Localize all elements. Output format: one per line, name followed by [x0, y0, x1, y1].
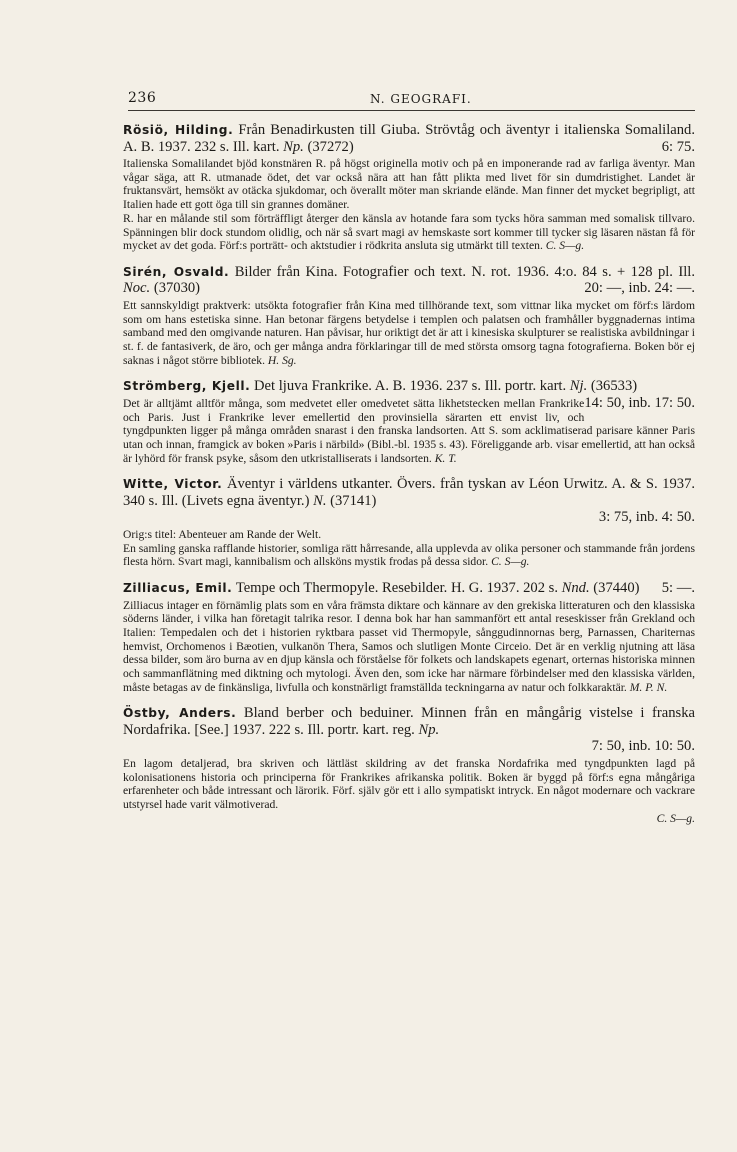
entry-title: Från Benadirkusten till Giuba. Strövtåg och äventyr i italienska Somaliland. [238, 122, 695, 138]
entry-author: Witte, Victor. [123, 477, 223, 492]
entry-number: (36533) [590, 378, 638, 395]
review-paragraph: En samling ganska rafflande historier, somliga rätt hårresande, alla upplevda av olika personer och stammande från jordens flesta hörn. Svart magi, kannibalism och allsköns mystik frodas på dessa sidor. [123, 541, 695, 569]
review-paragraph: Ett sannskyldigt praktverk: utsökta fotografier från Kina med tillhörande text, som vittnar lika mycket om förf:s lärdom som om hans estetiska sinne. Han betonar färgens betydelse i templen och palatsen och framhåller byggnadernas intima samband med den omgivande naturen. Han påvisar, hur oriktigt det är att i kinesiska skulpturer se realistiska avbildningar i st. f. de fantasiverk, de äro, och ger många andra förklaringar till de med största omsorg tagna fotografierna. Boken bör ej saknas i något större bibliotek. [123, 298, 695, 367]
entry-heading [123, 705, 695, 738]
entry-review [123, 528, 695, 569]
entry-number: (37030) [153, 280, 201, 297]
page-header [128, 90, 695, 111]
review-entry [123, 580, 695, 694]
entry-number: (37272) [307, 138, 354, 155]
entry-class-code: Np. [418, 721, 440, 738]
entry-price: 20: —, inb. 24: —. [584, 280, 695, 297]
entry-price: 5: —. [661, 580, 695, 597]
entry-title: Det ljuva Frankrike. [254, 378, 372, 395]
entry-publication: A. & S. 1937. 340 s. Ill. (Livets egna äventyr.) [123, 476, 696, 509]
entry-publication: N. rot. 1936. 4:o. 84 s. + 128 pl. Ill. [471, 263, 695, 280]
entry-title: Bland berber och beduiner. Minnen från en mångårig vistelse i franska Nordafrika. [See.] [123, 705, 695, 738]
review-list [123, 122, 695, 837]
review-paragraph: Zilliacus intager en förnämlig plats som en våra främsta diktare och kännare av den grekiska litteraturen och den klassiska söderns länder, i vilka han företagit talrika resor. I denna bok har han sammanfört ett antal reseskisser från Grekland och Italien: Tempedalen och det i historien ryktbara passet vid Thermopyle, sånggudinnornas berg, Parnassen, Chariternas hemvist, Orchomenos i Bæotien, vulkanön Thera, Samos och slutligen Monte Circeio. Det är en verklig njutning att läsa dessa bilder, som äro burna av en djup känsla och förståelse för folkets och landskapets egenart, orternas historiska minnen och sammanflätning med diktning och mytologi. Även den, som icke har närmare förbindelser med den klassiska världen, måste betagas av de finkänsliga, livfulla och konstnärligt framställda teckningarna av natur och folkkaraktär. [123, 598, 695, 694]
entry-heading [123, 122, 695, 155]
review-paragraph: Italienska Somalilandet bjöd konstnären R. på högst originella motiv och på en imponerande rad av farliga äventyr. Man vågar säga, att R. utmanade ödet, det var också nära att han fått plikta med livet för sin dumdristighet. Landet är fruktansvärt, hemsökt av otäcka sjukdomar, och överallt möter man skriande elände. Man finner det mycket begripligt, att Italien hade ett gott öga till sin grannes domäner. [123, 157, 695, 212]
entry-class-code: Nj. [569, 378, 588, 395]
entry-heading [123, 580, 695, 597]
entry-review [123, 157, 695, 253]
reviewer-signature: C. S—g. [656, 811, 695, 825]
entry-author: Sirén, Osvald. [123, 264, 230, 279]
entry-publication: A. B. 1936. 237 s. Ill. portr. kart. [374, 378, 567, 395]
review-entry [123, 476, 695, 569]
reviewer-signature: C. S—g. [545, 239, 585, 253]
entry-publication: H. G. 1937. 202 s. [450, 580, 558, 597]
review-paragraph: Orig:s titel: Abenteuer am Rande der Welt. [123, 527, 322, 541]
reviewer-signature: K. T. [434, 451, 457, 465]
entry-publication: A. B. 1937. 232 s. Ill. kart. [123, 138, 280, 155]
reviewer-signature: M. P. N. [629, 680, 668, 694]
entry-price: 6: 75. [661, 138, 695, 155]
entry-class-code: Np. [283, 138, 304, 155]
review-paragraph: Det är alltjämt alltför många, som medvetet eller omedvetet sätta likhetstecken mellan Frankrike och Paris. Just i Frankrike lever emellertid den provinsiella särarten ett envist liv, och tyngdpunkten ligger på många områden snarast i den franska landsorten. Att S. som acklimatiserad parisare känner Paris utan och innan, framgick av boken »Paris i närbild» (Bibl.-bl. 1935 s. 43). Föreliggande arb. visar emellertid, att han också är lyhörd för fransk psyke, såsom den utkristalliserats i landsorten. [123, 396, 695, 465]
entry-number: (37440) [593, 580, 640, 597]
entry-review [123, 599, 695, 695]
reviewer-signature: C. S—g. [491, 555, 530, 569]
review-entry [123, 378, 695, 465]
entry-class-code: Noc. [123, 280, 151, 297]
entry-class-code: N. [313, 492, 327, 509]
entry-number: (37141) [330, 492, 377, 509]
entry-class-code: Nnd. [561, 580, 590, 597]
entry-review [123, 757, 695, 826]
section-title: N. GEOGRAFI. [370, 92, 472, 106]
entry-author: Zilliacus, Emil. [123, 581, 233, 596]
page-number: 236 [128, 90, 157, 106]
entry-price: 7: 50, inb. 10: 50. [591, 738, 695, 755]
entry-heading [123, 378, 695, 411]
entry-title: Äventyr i världens utkanter. Övers. från tyskan av Léon Urwitz. [226, 476, 608, 493]
review-entry [123, 264, 695, 368]
entry-author: Östby, Anders. [123, 706, 237, 721]
entry-title: Tempe och Thermopyle. Resebilder. [235, 580, 448, 597]
entry-author: Rösiö, Hilding. [123, 123, 234, 137]
review-entry [123, 122, 695, 253]
entry-price: 3: 75, inb. 4: 50. [598, 509, 695, 526]
entry-price: 14: 50, inb. 17: 50. [584, 394, 695, 411]
entry-review [123, 299, 695, 368]
review-paragraph: En lagom detaljerad, bra skriven och lättläst skildring av det franska Nordafrika med tyngdpunkten lagd på kolonisationens historia och principerna för Frankrikes afrikanska politik. Boken är byggd på förf:s egna mångåriga erfarenheter och både intressant och lärorik. Förf. själv gör ett i allo sympatiskt intryck. En något modernare och vackrare utstyrsel hade varit välmotiverad. [123, 756, 695, 812]
entry-heading [123, 476, 695, 509]
entry-author: Strömberg, Kjell. [123, 379, 251, 394]
entry-publication: 1937. 222 s. Ill. portr. kart. reg. [232, 721, 415, 738]
entry-heading [123, 264, 695, 297]
entry-title: Bilder från Kina. Fotografier och text. [234, 263, 466, 280]
reviewer-signature: H. Sg. [267, 353, 297, 367]
review-paragraph: R. har en målande stil som förträffligt återger den känsla av hotande fara som tycks höra samman med somalisk tillvaro. Spänningen blir dock stundom olidlig, och när så svart magi av hemskaste sort kommer till tycker sig läsaren nästan få för mycket av det goda. Förf:s porträtt- och aktstudier i rödkrita ansluta sig utmärkt till texten. [123, 211, 695, 253]
review-entry [123, 705, 695, 825]
